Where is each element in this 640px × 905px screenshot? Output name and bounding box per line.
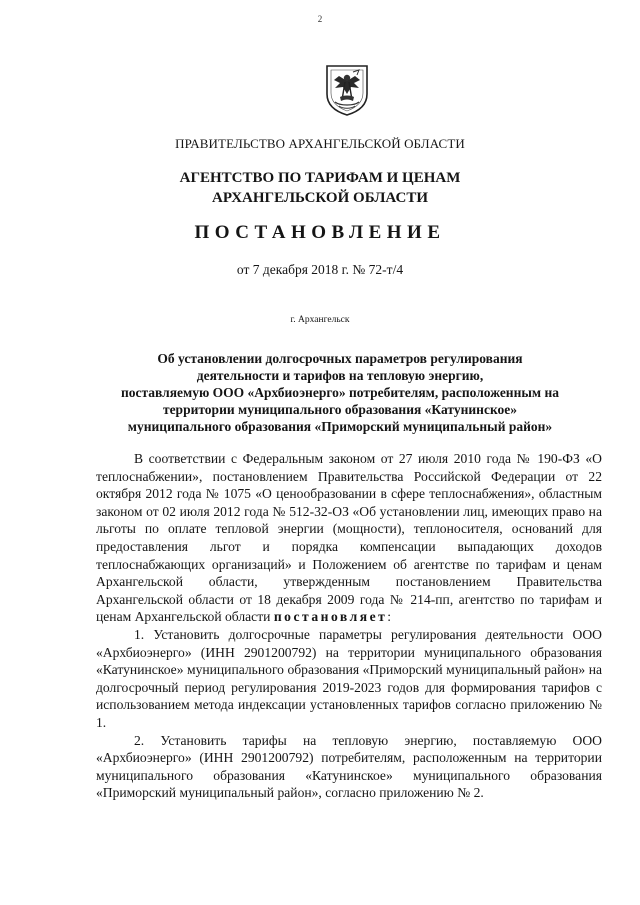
preamble-text: В соответствии с Федеральным законом от 27 июля 2010 года № 190-ФЗ «О теплоснабжении», постановлением Правительства Российской Федерации от 22 октября 2012 года № 1075 «О ценообразовании в сфере теплоснабжения», областным законом от 02 июля 2012 года № 512-32-ОЗ «Об установлении лиц, имеющих право на льготы по оплате тепловой энергии (мощности), теплоносителя, оснований для предоставления льгот и порядка компенсации выпадающих доходов теплоснабжающих организаций» и Положением об агентстве по тарифам и ценам Архангельской области, утвержденным постановлением Правительства Архангельской области от 18 декабря 2009 года № 214-пп, агентство по тарифам и ценам Архангельской области [96, 451, 602, 625]
agency-name-line: АГЕНТСТВО ПО ТАРИФАМ И ЦЕНАМ [179, 170, 461, 186]
agency-name-line: АРХАНГЕЛЬСКОЙ ОБЛАСТИ [212, 190, 428, 206]
item-2-paragraph: 2. Установить тарифы на тепловую энергию, поставляемую ООО «Архбиоэнерго» (ИНН 2901200792) потребителям, расположенным на территории муниципального образования «Катунинское» муниципального образования «Приморский муниципальный район», согласно приложению № 2. [96, 732, 602, 801]
subject-line: территории муниципального образования «Катунинское» [162, 402, 518, 417]
subject-line: деятельности и тарифов на тепловую энергию, [196, 368, 484, 383]
page-number: 2 [317, 14, 323, 24]
subject-line: поставляемую ООО «Архбиоэнерго» потребителям, расположенным на [120, 385, 560, 400]
subject-line: муниципального образования «Приморский муниципальный район» [127, 419, 553, 434]
preamble-paragraph [96, 450, 602, 626]
document-type: ПОСТАНОВЛЕНИЕ [194, 222, 446, 243]
item-1-paragraph: 1. Установить долгосрочные параметры регулирования деятельности ООО «Архбиоэнерго» (ИНН 2901200792) на территории муниципального образования «Катунинское» муниципального образования «Приморский муниципальный район» на долгосрочный период регулирования 2019-2023 годов для формирования тарифов с использованием метода индексации установленных тарифов согласно приложению № 1. [96, 626, 602, 730]
decree-colon: : [387, 609, 392, 625]
document-subject [86, 350, 594, 435]
agency-name [0, 168, 640, 208]
coat-of-arms-icon [325, 64, 369, 116]
document-body [96, 450, 602, 802]
subject-line: Об установлении долгосрочных параметров регулирования [157, 351, 523, 366]
government-name: ПРАВИТЕЛЬСТВО АРХАНГЕЛЬСКОЙ ОБЛАСТИ [175, 136, 465, 151]
decree-word: постановляет [273, 609, 388, 625]
document-city: г. Архангельск [290, 315, 350, 325]
document-date-number: от 7 декабря 2018 г. № 72-т/4 [236, 262, 404, 277]
